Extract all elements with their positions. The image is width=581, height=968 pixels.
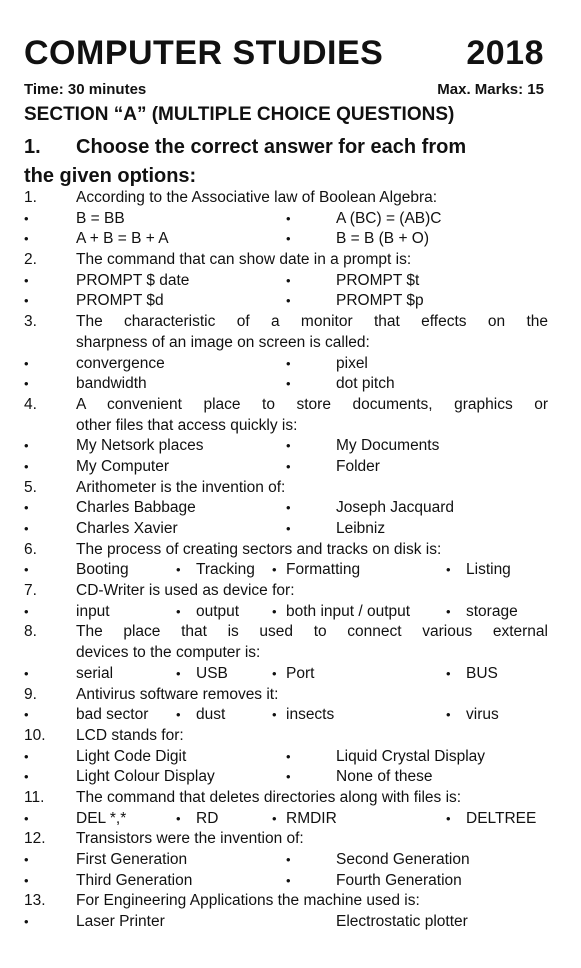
question-line: [24, 395, 548, 416]
directive-line-1: Choose the correct answer for each from: [76, 136, 467, 158]
section-heading: SECTION “A” (MULTIPLE CHOICE QUESTIONS): [24, 104, 455, 125]
bullet: •: [24, 603, 29, 619]
bullet: •: [286, 438, 291, 454]
exam-year: 2018: [466, 34, 544, 72]
bullet: •: [446, 707, 451, 723]
option: Listing: [466, 561, 511, 579]
option-row: [24, 354, 548, 375]
question-line: [24, 581, 548, 602]
option: B = BB: [76, 209, 125, 227]
question-text: For Engineering Applications the machine used is:: [76, 892, 420, 910]
question-text: The process of creating sectors and tracks on disk is:: [76, 540, 442, 558]
bullet: •: [286, 500, 291, 516]
question-text: The characteristic of a monitor that effects on the: [76, 313, 548, 331]
bullet: •: [272, 665, 277, 681]
option-row: [24, 457, 548, 478]
option: Leibniz: [336, 520, 386, 537]
option: serial: [76, 664, 114, 682]
question-number: 11.: [24, 788, 45, 806]
question-number: 10.: [24, 726, 46, 744]
option: input: [76, 602, 110, 620]
bullet: •: [24, 376, 29, 392]
option: PROMPT $p: [336, 292, 424, 310]
question-number: 12.: [24, 830, 46, 848]
option: virus: [466, 706, 499, 724]
question-number: 13.: [24, 892, 46, 910]
option: Formatting: [286, 561, 361, 579]
bullet: •: [286, 293, 291, 309]
option: Second Generation: [336, 851, 470, 868]
exam-meta: [24, 81, 544, 98]
subject-title: COMPUTER STUDIES: [24, 34, 384, 72]
option: My Computer: [76, 457, 170, 475]
option-row: [24, 271, 548, 292]
option: PROMPT $d: [76, 292, 164, 310]
option: My Netsork places: [76, 437, 204, 455]
option: DELTREE: [466, 809, 537, 827]
option-row: [24, 519, 548, 540]
option: bad sector: [76, 706, 149, 724]
option-row: [24, 498, 548, 519]
bullet: •: [176, 603, 181, 619]
bullet: •: [286, 210, 291, 226]
question-text: According to the Associative law of Boolean Algebra:: [76, 189, 438, 206]
option-row: [24, 374, 548, 395]
option: pixel: [336, 354, 368, 372]
exam-title: [24, 34, 544, 73]
option-row: [24, 560, 548, 581]
bullet: •: [286, 852, 291, 867]
option: BUS: [466, 664, 498, 682]
bullet: •: [24, 914, 29, 930]
option-row: [24, 602, 548, 623]
bullet: •: [24, 707, 29, 723]
option-row: [24, 871, 548, 892]
time-allowed: Time: 30 minutes: [24, 81, 147, 98]
question-line: [24, 891, 548, 912]
option: Folder: [336, 457, 380, 475]
question-text: LCD stands for:: [76, 726, 184, 744]
bullet: •: [286, 521, 291, 536]
question-text: CD-Writer is used as device for:: [76, 582, 295, 600]
option: output: [196, 602, 240, 620]
option: Liquid Crystal Display: [336, 747, 486, 765]
question-line: [24, 643, 548, 664]
option-row: [24, 850, 548, 871]
bullet: •: [24, 355, 29, 371]
bullet: •: [286, 355, 291, 371]
question-number: 8.: [24, 623, 37, 641]
question-text-continued: other files that access quickly is:: [76, 416, 298, 434]
option-row: [24, 767, 548, 788]
directive: [24, 133, 548, 191]
bullet: •: [286, 272, 291, 288]
bullet: •: [272, 603, 277, 619]
bullet: •: [24, 210, 29, 226]
question-number: 1.: [24, 189, 37, 206]
directive-number: 1.: [24, 136, 41, 158]
option-row: [24, 229, 548, 250]
option: Port: [286, 664, 315, 682]
bullet: •: [286, 231, 291, 247]
bullet: •: [24, 748, 29, 764]
bullet: •: [272, 707, 277, 723]
bullet: •: [24, 500, 29, 516]
bullet: •: [176, 707, 181, 723]
option: RD: [196, 809, 219, 827]
question-number: 6.: [24, 540, 37, 558]
option: RMDIR: [286, 809, 337, 827]
option: storage: [466, 602, 518, 620]
option: insects: [286, 706, 335, 724]
option-row: [24, 747, 548, 768]
bullet: •: [24, 562, 29, 578]
bullet: •: [446, 665, 451, 681]
bullet: •: [286, 376, 291, 392]
option: DEL *,*: [76, 809, 127, 827]
question-text-continued: sharpness of an image on screen is called:: [76, 333, 370, 351]
option-row: [24, 705, 548, 726]
option: USB: [196, 664, 228, 682]
question-line: [24, 685, 548, 706]
option: dot pitch: [336, 375, 395, 393]
question-number: 7.: [24, 582, 37, 600]
bullet: •: [24, 231, 29, 247]
bullet: •: [446, 603, 451, 619]
question-line: [24, 726, 548, 747]
option-row: [24, 291, 548, 312]
option: Light Colour Display: [76, 768, 215, 786]
question-text: A convenient place to store documents, graphics or: [76, 395, 548, 413]
option-row: [24, 809, 548, 830]
option: Light Code Digit: [76, 747, 187, 765]
question-line: [24, 333, 548, 354]
bullet: •: [24, 872, 29, 888]
option: A (BC) = (AB)C: [336, 209, 442, 227]
option: Tracking: [196, 561, 255, 579]
bullet: •: [272, 810, 277, 826]
option-row: [24, 436, 548, 457]
bullet: •: [24, 665, 29, 681]
bullet: •: [286, 748, 291, 764]
bullet: •: [176, 810, 181, 826]
bullet: •: [286, 872, 291, 888]
option: None of these: [336, 768, 433, 786]
option: Third Generation: [76, 871, 193, 889]
option: A + B = B + A: [76, 230, 169, 248]
bullet: •: [24, 521, 29, 536]
bullet: •: [272, 562, 277, 578]
bullet: •: [176, 665, 181, 681]
question-line: [24, 622, 548, 643]
question-line: [24, 478, 548, 499]
option: Fourth Generation: [336, 871, 462, 889]
question-text: Transistors were the invention of:: [76, 830, 304, 848]
bullet: •: [24, 810, 29, 826]
bullet: •: [24, 293, 29, 309]
option: PROMPT $ date: [76, 271, 190, 289]
option: Charles Xavier: [76, 520, 178, 537]
option: convergence: [76, 354, 165, 372]
option: Laser Printer: [76, 913, 165, 931]
bullet: •: [176, 562, 181, 578]
bullet: •: [24, 272, 29, 288]
max-marks: Max. Marks: 15: [437, 81, 544, 98]
question-text: The command that deletes directories along with files is:: [76, 788, 462, 806]
question-text: Arithometer is the invention of:: [76, 478, 286, 496]
option: Electrostatic plotter: [336, 913, 468, 931]
question-number: 9.: [24, 685, 37, 703]
option: First Generation: [76, 851, 188, 868]
option: Joseph Jacquard: [336, 499, 455, 517]
question-line: [24, 540, 548, 561]
option: bandwidth: [76, 375, 147, 393]
option: PROMPT $t: [336, 271, 420, 289]
option: Booting: [76, 561, 129, 579]
bullet: •: [24, 769, 29, 785]
question-line: [24, 829, 548, 850]
option: Charles Babbage: [76, 499, 196, 517]
question-text-continued: devices to the computer is:: [76, 644, 261, 662]
bullet: •: [24, 852, 29, 867]
option-row: [24, 209, 548, 230]
bullet: •: [446, 562, 451, 578]
option: My Documents: [336, 437, 440, 455]
question-list: [24, 188, 548, 933]
question-text: The place that is used to connect various external: [76, 623, 548, 641]
question-number: 4.: [24, 395, 37, 413]
question-line: [24, 250, 548, 271]
bullet: •: [24, 458, 29, 474]
bullet: •: [446, 810, 451, 826]
option-row: [24, 664, 548, 685]
question-line: [24, 188, 548, 209]
bullet: •: [24, 438, 29, 454]
question-line: [24, 312, 548, 333]
question-number: 5.: [24, 478, 37, 496]
question-line: [24, 788, 548, 809]
question-text: Antivirus software removes it:: [76, 685, 279, 703]
option: dust: [196, 706, 226, 724]
option-row: [24, 912, 548, 933]
question-number: 3.: [24, 313, 37, 331]
directive-line-2: the given options:: [24, 165, 197, 187]
question-line: [24, 416, 548, 437]
bullet: •: [286, 769, 291, 785]
option: both input / output: [286, 602, 411, 620]
question-number: 2.: [24, 251, 37, 269]
bullet: •: [286, 458, 291, 474]
question-text: The command that can show date in a prompt is:: [76, 251, 412, 269]
option: B = B (B + O): [336, 230, 430, 248]
